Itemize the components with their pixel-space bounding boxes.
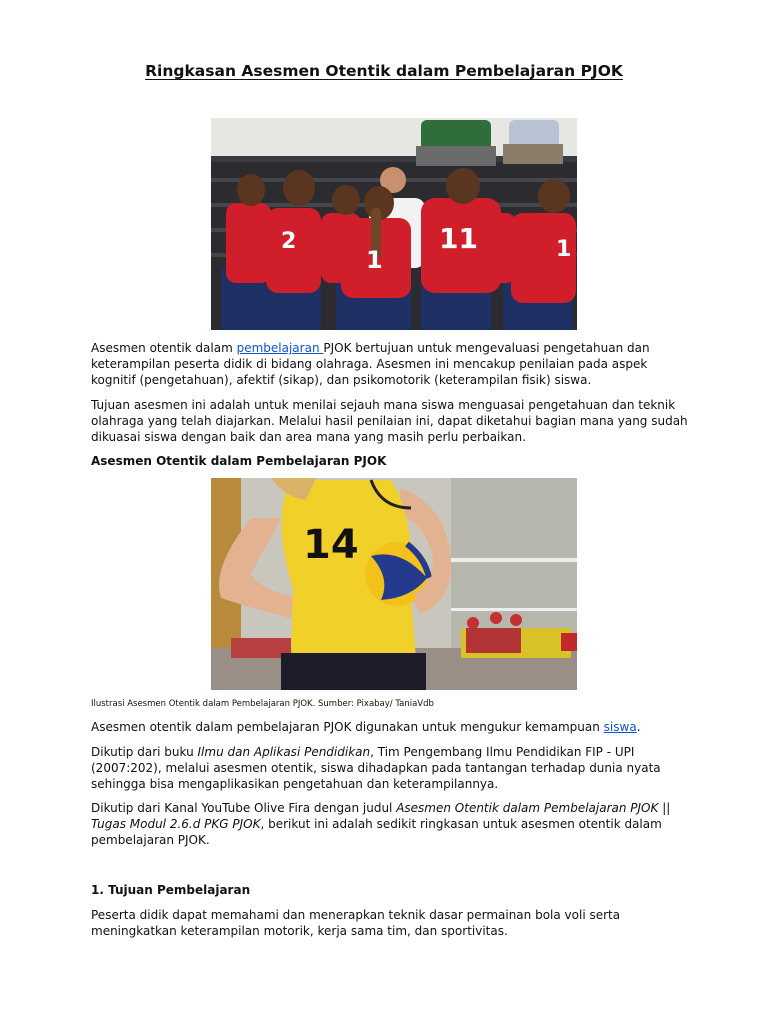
intro-paragraph <box>91 340 691 388</box>
svg-text:1: 1 <box>366 246 383 274</box>
p4-text-after: , Tim Pengembang Ilmu Pendidikan FIP - UPI (2007:202), melalui asesmen otentik, siswa dihadapkan pada tantangan terhadap dunia nyata sehingga bisa mengaplikasikan pengetahuan dan keterampilannya. <box>91 745 661 791</box>
book-title: Ilmu dan Aplikasi Pendidikan <box>197 745 371 759</box>
book-citation-paragraph <box>91 744 691 792</box>
goal-paragraph: Tujuan asesmen ini adalah untuk menilai sejauh mana siswa menguasai pengetahuan dan teknik olahraga yang telah diajarkan. Melalui hasil penilaian ini, dapat diketahui bagian mana yang sudah dikuasai siswa dengan baik dan area mana yang masih perlu perbaikan. <box>91 398 688 444</box>
page-title: Ringkasan Asesmen Otentik dalam Pembelajaran PJOK <box>145 62 623 80</box>
player-with-ball-photo <box>211 478 577 690</box>
svg-text:14: 14 <box>303 522 359 568</box>
svg-text:2: 2 <box>281 229 297 254</box>
svg-text:1: 1 <box>556 237 572 262</box>
p3-text-after: . <box>636 720 641 734</box>
p5-text-after: , berikut ini adalah sedikit ringkasan untuk asesmen otentik dalam pembelajaran PJOK. <box>91 817 662 847</box>
objective-paragraph: Peserta didik dapat memahami dan menerapkan teknik dasar permainan bola voli serta meningkatkan keterampilan motorik, kerja sama tim, dan sportivitas. <box>91 908 621 938</box>
team-huddle-photo <box>211 118 577 330</box>
p3-text-before: Asesmen otentik dalam pembelajaran PJOK digunakan untuk mengukur kemampuan <box>91 720 604 734</box>
section-heading-tujuan: 1. Tujuan Pembelajaran <box>91 883 251 897</box>
measure-paragraph <box>91 719 691 735</box>
p1-text-before: Asesmen otentik dalam <box>91 341 237 355</box>
p1-text-after: PJOK bertujuan untuk mengevaluasi pengetahuan dan keterampilan peserta didik di bidang olahraga. Asesmen ini mencakup penilaian pada aspek kognitif (pengetahuan), afektif (sikap), dan psikomotorik (keterampilan fisik) siswa. <box>91 341 650 387</box>
p5-text-before: Dikutip dari Kanal YouTube Olive Fira dengan judul <box>91 801 397 815</box>
p4-text-before: Dikutip dari buku <box>91 745 198 759</box>
svg-text:11: 11 <box>439 222 478 255</box>
video-title: Asesmen Otentik dalam Pembelajaran PJOK || Tugas Modul 2.6.d PKG PJOK <box>91 801 671 831</box>
pembelajaran-link[interactable]: pembelajaran <box>236 341 324 355</box>
subheading: Asesmen Otentik dalam Pembelajaran PJOK <box>91 454 387 468</box>
youtube-citation-paragraph <box>91 800 691 848</box>
image-caption: Ilustrasi Asesmen Otentik dalam Pembelajaran PJOK. Sumber: Pixabay/ TaniaVdb <box>91 699 434 709</box>
siswa-link[interactable]: siswa <box>603 720 637 734</box>
